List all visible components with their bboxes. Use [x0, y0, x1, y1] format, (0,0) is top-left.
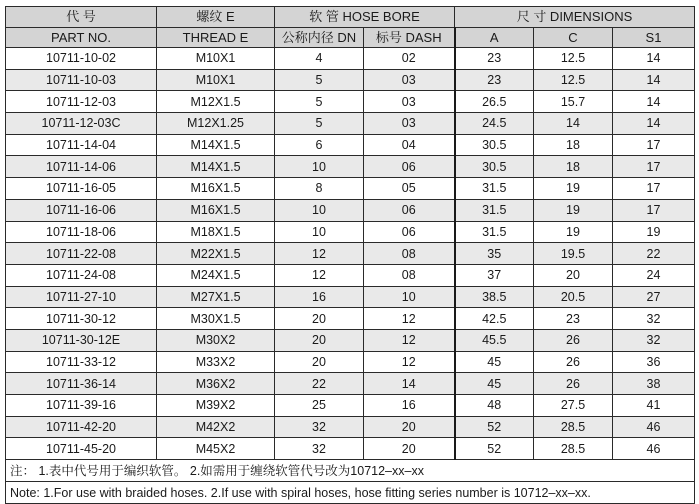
header-dash: 标号 DASH	[364, 27, 455, 48]
table-row	[6, 113, 695, 135]
cell-s1: 17	[613, 199, 695, 221]
cell-s1: 17	[613, 178, 695, 200]
table-row	[6, 395, 695, 417]
cell-part-no: 10711-30-12E	[6, 329, 157, 351]
cell-thread: M12X1.5	[157, 91, 275, 113]
cell-part-no: 10711-45-20	[6, 438, 157, 460]
cell-part-no: 10711-12-03	[6, 91, 157, 113]
cell-s1: 32	[613, 329, 695, 351]
cell-part-no: 10711-39-16	[6, 395, 157, 417]
cell-dash: 20	[364, 416, 455, 438]
cell-part-no: 10711-33-12	[6, 351, 157, 373]
cell-dn: 25	[275, 395, 364, 417]
table-row	[6, 264, 695, 286]
cell-s1: 32	[613, 308, 695, 330]
cell-s1: 14	[613, 91, 695, 113]
header-hose-bore: 软 管 HOSE BORE	[275, 7, 455, 28]
cell-c: 18	[534, 156, 613, 178]
cell-c: 19	[534, 199, 613, 221]
cell-s1: 46	[613, 416, 695, 438]
header-row-bottom	[6, 27, 695, 48]
cell-dash: 06	[364, 156, 455, 178]
note-row-cn	[6, 460, 695, 482]
cell-a: 31.5	[455, 178, 534, 200]
cell-c: 26	[534, 373, 613, 395]
header-col-a: A	[455, 27, 534, 48]
cell-dash: 08	[364, 243, 455, 265]
cell-a: 37	[455, 264, 534, 286]
cell-dash: 12	[364, 308, 455, 330]
table-row	[6, 178, 695, 200]
cell-s1: 14	[613, 69, 695, 91]
cell-thread: M14X1.5	[157, 134, 275, 156]
cell-s1: 19	[613, 221, 695, 243]
cell-dn: 10	[275, 221, 364, 243]
cell-a: 52	[455, 416, 534, 438]
cell-c: 19	[534, 178, 613, 200]
hose-fitting-table	[5, 6, 695, 504]
cell-dash: 04	[364, 134, 455, 156]
note-cn: 注： 1.表中代号用于编织软管。 2.如需用于缠绕软管代号改为10712–xx–xx	[6, 460, 695, 482]
cell-c: 12.5	[534, 69, 613, 91]
cell-thread: M18X1.5	[157, 221, 275, 243]
cell-thread: M45X2	[157, 438, 275, 460]
cell-part-no: 10711-12-03C	[6, 113, 157, 135]
header-thread-cn: 螺纹 E	[157, 7, 275, 28]
cell-a: 42.5	[455, 308, 534, 330]
table-row	[6, 221, 695, 243]
cell-s1: 24	[613, 264, 695, 286]
cell-thread: M24X1.5	[157, 264, 275, 286]
cell-part-no: 10711-22-08	[6, 243, 157, 265]
table-row	[6, 156, 695, 178]
cell-dn: 6	[275, 134, 364, 156]
cell-part-no: 10711-16-06	[6, 199, 157, 221]
cell-a: 45.5	[455, 329, 534, 351]
cell-dash: 14	[364, 373, 455, 395]
table-row	[6, 351, 695, 373]
cell-thread: M10X1	[157, 48, 275, 70]
cell-dash: 02	[364, 48, 455, 70]
cell-a: 31.5	[455, 199, 534, 221]
header-dn: 公称内径 DN	[275, 27, 364, 48]
cell-dash: 12	[364, 351, 455, 373]
cell-dn: 20	[275, 308, 364, 330]
cell-a: 30.5	[455, 134, 534, 156]
cell-c: 19.5	[534, 243, 613, 265]
cell-dn: 10	[275, 199, 364, 221]
cell-thread: M42X2	[157, 416, 275, 438]
table-row	[6, 69, 695, 91]
cell-s1: 14	[613, 113, 695, 135]
cell-dn: 32	[275, 416, 364, 438]
cell-dash: 08	[364, 264, 455, 286]
table-row	[6, 329, 695, 351]
cell-a: 52	[455, 438, 534, 460]
cell-thread: M16X1.5	[157, 199, 275, 221]
cell-dn: 22	[275, 373, 364, 395]
header-dimensions: 尺 寸 DIMENSIONS	[455, 7, 695, 28]
cell-thread: M10X1	[157, 69, 275, 91]
table-row	[6, 438, 695, 460]
cell-a: 23	[455, 69, 534, 91]
cell-dash: 06	[364, 199, 455, 221]
cell-dash: 05	[364, 178, 455, 200]
cell-c: 20	[534, 264, 613, 286]
cell-s1: 14	[613, 48, 695, 70]
cell-part-no: 10711-27-10	[6, 286, 157, 308]
cell-dash: 03	[364, 69, 455, 91]
cell-dash: 12	[364, 329, 455, 351]
cell-dash: 10	[364, 286, 455, 308]
cell-thread: M14X1.5	[157, 156, 275, 178]
table-row	[6, 308, 695, 330]
cell-c: 26	[534, 351, 613, 373]
cell-a: 24.5	[455, 113, 534, 135]
cell-dn: 20	[275, 329, 364, 351]
cell-part-no: 10711-30-12	[6, 308, 157, 330]
cell-dn: 12	[275, 264, 364, 286]
header-row-top	[6, 7, 695, 28]
cell-c: 26	[534, 329, 613, 351]
cell-c: 27.5	[534, 395, 613, 417]
cell-thread: M27X1.5	[157, 286, 275, 308]
cell-thread: M33X2	[157, 351, 275, 373]
cell-a: 35	[455, 243, 534, 265]
cell-part-no: 10711-10-03	[6, 69, 157, 91]
cell-thread: M39X2	[157, 395, 275, 417]
cell-thread: M16X1.5	[157, 178, 275, 200]
cell-part-no: 10711-24-08	[6, 264, 157, 286]
cell-part-no: 10711-16-05	[6, 178, 157, 200]
cell-a: 23	[455, 48, 534, 70]
cell-dn: 12	[275, 243, 364, 265]
cell-c: 15.7	[534, 91, 613, 113]
table-row	[6, 199, 695, 221]
cell-thread: M30X2	[157, 329, 275, 351]
cell-dash: 20	[364, 438, 455, 460]
cell-thread: M30X1.5	[157, 308, 275, 330]
header-thread-en: THREAD E	[157, 27, 275, 48]
cell-dn: 10	[275, 156, 364, 178]
cell-dn: 4	[275, 48, 364, 70]
cell-thread: M22X1.5	[157, 243, 275, 265]
cell-s1: 27	[613, 286, 695, 308]
cell-s1: 41	[613, 395, 695, 417]
cell-a: 48	[455, 395, 534, 417]
cell-a: 26.5	[455, 91, 534, 113]
cell-c: 28.5	[534, 438, 613, 460]
cell-part-no: 10711-36-14	[6, 373, 157, 395]
cell-c: 18	[534, 134, 613, 156]
cell-dn: 5	[275, 69, 364, 91]
cell-c: 14	[534, 113, 613, 135]
cell-dash: 03	[364, 91, 455, 113]
cell-part-no: 10711-14-06	[6, 156, 157, 178]
cell-part-no: 10711-18-06	[6, 221, 157, 243]
cell-thread: M36X2	[157, 373, 275, 395]
header-col-s1: S1	[613, 27, 695, 48]
cell-c: 28.5	[534, 416, 613, 438]
header-col-c: C	[534, 27, 613, 48]
cell-dn: 20	[275, 351, 364, 373]
spec-sheet	[5, 6, 694, 504]
cell-a: 30.5	[455, 156, 534, 178]
cell-dn: 16	[275, 286, 364, 308]
cell-part-no: 10711-14-04	[6, 134, 157, 156]
note-row-en	[6, 482, 695, 504]
cell-part-no: 10711-42-20	[6, 416, 157, 438]
table-row	[6, 48, 695, 70]
cell-dn: 32	[275, 438, 364, 460]
cell-s1: 17	[613, 156, 695, 178]
cell-s1: 46	[613, 438, 695, 460]
cell-dn: 8	[275, 178, 364, 200]
cell-s1: 36	[613, 351, 695, 373]
cell-c: 20.5	[534, 286, 613, 308]
header-part-no: PART NO.	[6, 27, 157, 48]
cell-c: 12.5	[534, 48, 613, 70]
cell-dn: 5	[275, 91, 364, 113]
cell-dash: 06	[364, 221, 455, 243]
header-code-cn: 代 号	[6, 7, 157, 28]
table-row	[6, 373, 695, 395]
note-en: Note: 1.For use with braided hoses. 2.If use with spiral hoses, hose fitting series number is 10712–xx–xx.	[6, 482, 695, 504]
cell-part-no: 10711-10-02	[6, 48, 157, 70]
table-row	[6, 243, 695, 265]
cell-dash: 03	[364, 113, 455, 135]
cell-s1: 22	[613, 243, 695, 265]
table-row	[6, 416, 695, 438]
table-row	[6, 286, 695, 308]
cell-dash: 16	[364, 395, 455, 417]
cell-c: 19	[534, 221, 613, 243]
cell-a: 31.5	[455, 221, 534, 243]
cell-c: 23	[534, 308, 613, 330]
cell-s1: 17	[613, 134, 695, 156]
table-row	[6, 134, 695, 156]
cell-a: 45	[455, 373, 534, 395]
cell-dn: 5	[275, 113, 364, 135]
cell-thread: M12X1.25	[157, 113, 275, 135]
cell-a: 38.5	[455, 286, 534, 308]
table-row	[6, 91, 695, 113]
cell-s1: 38	[613, 373, 695, 395]
cell-a: 45	[455, 351, 534, 373]
